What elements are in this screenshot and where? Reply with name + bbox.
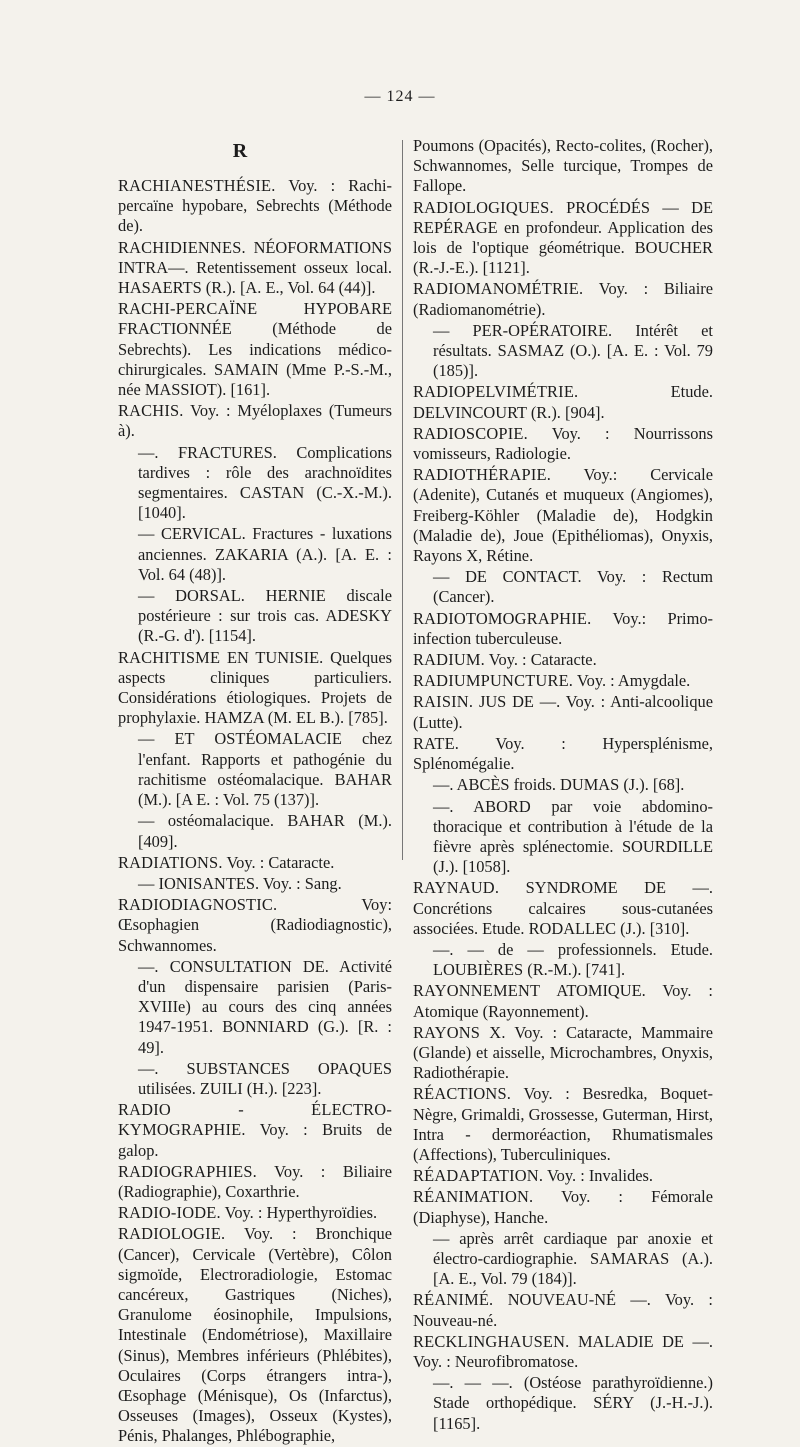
entry-text: Voy. : Nourrissons vomisseurs, Radiologie. (413, 423, 713, 464)
index-entry (413, 1332, 713, 1372)
entry-text: JUS DE —. Voy. : Anti-alcoolique (Lutte). (413, 692, 713, 732)
entry-text: Voy. : Hypersplénisme, Splénomégalie. (413, 733, 713, 774)
entry-text: Voy. : Myéloplaxes (Tumeurs à). (118, 401, 392, 441)
index-subentry: — DE CONTACT. Voy. : Rectum (Cancer). (433, 567, 713, 607)
index-entry (118, 238, 392, 299)
entry-headword: RADIUM. (413, 650, 485, 670)
entry-headword: RAISIN. (413, 692, 474, 712)
index-entry (413, 1290, 713, 1330)
entry-text: SYNDROME DE —. Concrétions calcaires sous-cutanées associées. Etude. RODALLEC (J.). [310]. (413, 878, 713, 938)
index-entry (413, 878, 713, 939)
index-entry (413, 1187, 713, 1227)
entry-headword: RADIUMPUNCTURE. (413, 671, 574, 691)
index-subentry: —. CONSULTATION DE. Activité d'un dispensaire parisien (Paris-XVIIIe) au cours des cinq années 1947-1951. BONNIARD (G.). [R. : 49]. (138, 956, 392, 1057)
entry-text: Voy. : Biliaire (Radiomanométrie). (413, 279, 713, 319)
entry-headword: RADIO - ÉLECTRO-KYMOGRAPHIE. (118, 1100, 392, 1140)
right-column (413, 136, 713, 1434)
entry-headword: RAYNAUD. (413, 878, 500, 898)
entry-text: Voy. : Bronchique (Cancer), Cervicale (Vertèbre), Côlon sigmoïde, Electroradiologie, Estomac cancéreux, Gastriques (Niches), Granulome éosinophile, Impulsions, Intestinale (Endométriose), Maxillaire (Sinus), Membres inférieurs (Phlébites), Oculaires (Corps étrangers intra-), Œsophage (Ménisque), Os (Infarctus), Osseuses (Images), Osseux (Kystes), Pénis, Phalanges, Phlébographie, (118, 1224, 392, 1446)
entry-headword: RÉACTIONS. (413, 1084, 512, 1104)
index-entry (118, 176, 392, 237)
entry-text: ATOMIQUE. Voy. : Atomique (Rayonnement). (413, 981, 713, 1021)
entry-text: NÉOFORMATIONS INTRA—. Retentissement osseux local. HASAERTS (R.). [A. E., Vol. 64 (44)]. (118, 237, 392, 298)
entry-text: Voy. : Hyperthyroïdies. (224, 1203, 378, 1223)
entry-text: Voy. : Fémorale (Diaphyse), Hanche. (413, 1187, 713, 1227)
entry-text: HYPOBARE FRACTIONNÉE (Méthode de Sebrechts). Les indications médico-chirurgicales. SAMAIN (Mme P.-S.-M., née MASSIOT). [161]. (118, 299, 392, 400)
index-subentry: —. SUBSTANCES OPAQUES utilisées. ZUILI (H.). [223]. (138, 1058, 392, 1098)
index-entry (118, 648, 392, 729)
index-entry (118, 1224, 392, 1446)
index-entry (413, 609, 713, 649)
entry-text: Voy. : Invalides. (546, 1166, 654, 1186)
entry-text: NOUVEAU-NÉ —. Voy. : Nouveau-né. (413, 1290, 713, 1330)
entry-text: MALADIE DE —. Voy. : Neurofibromatose. (413, 1331, 713, 1371)
entry-text: Voy: Œsophagien (Radiodiagnostic), Schwannomes. (118, 895, 392, 955)
index-entry (413, 279, 713, 319)
entry-headword: RADIATIONS. (118, 852, 223, 872)
entry-headword: RADIOGRAPHIES. (118, 1161, 257, 1181)
index-entry (118, 853, 392, 873)
index-subentry: — après arrêt cardiaque par anoxie et électro-cardiographie. SAMARAS (A.). [A. E., Vol. 79 (184)]. (433, 1228, 713, 1289)
index-subentry: — IONISANTES. Voy. : Sang. (138, 873, 342, 893)
entry-text: PROCÉDÉS — DE REPÉRAGE en profondeur. Application des lois de l'optique géométrique. BOUCHER (R.-J.-E.). [1121]. (413, 197, 713, 278)
index-entry (413, 650, 713, 670)
column-divider (402, 140, 403, 860)
index-subentry: —. — —. (Ostéose parathyroïdienne.) Stade orthopédique. SÉRY (J.-H.-J.). [1165]. (433, 1373, 713, 1433)
index-entry (413, 424, 713, 464)
entry-headword: RADIODIAGNOSTIC. (118, 895, 278, 915)
index-entry (413, 734, 713, 774)
entry-text: Etude. DELVINCOURT (R.). [904]. (413, 382, 713, 422)
entry-text: Voy. : Bruits de galop. (118, 1120, 392, 1160)
index-subentry: —. FRACTURES. Complications tardives : rôle des arachnoïdites segmentaires. CASTAN (C.-X.-M.). [1040]. (138, 442, 392, 523)
entry-text: Poumons (Opacités), Recto-colites, (Rocher), Schwannomes, Selle turcique, Trompes de Fallope. (413, 136, 713, 196)
entry-headword: RATE. (413, 733, 460, 753)
index-subentry: — ET OSTÉOMALACIE chez l'enfant. Rapports et pathogénie du rachitisme ostéomalacique. BAHAR (M.). [A E. : Vol. 75 (137)]. (138, 729, 392, 810)
index-subentry: — DORSAL. HERNIE discale postérieure : sur trois cas. ADESKY (R.-G. d'). [1154]. (138, 586, 392, 646)
entry-headword: RADIOMANOMÉTRIE. (413, 279, 584, 299)
index-subentry: — ostéomalacique. BAHAR (M.). [409]. (138, 811, 392, 851)
index-entry (413, 382, 713, 422)
index-entry (413, 1084, 713, 1165)
entry-text: Voy. : Cataracte, Mammaire (Glande) et aisselle, Microchambres, Onyxis, Radiothérapie. (413, 1022, 713, 1083)
entry-headword: RECKLINGHAUSEN. (413, 1331, 570, 1351)
index-entry (118, 1100, 392, 1161)
index-entry (413, 198, 713, 279)
entry-headword: RACHIDIENNES. (118, 237, 246, 257)
entry-headword: RADIOTOMOGRAPHIE. (413, 608, 592, 628)
entry-headword: RADIO-IODE. (118, 1203, 221, 1223)
entry-headword: RADIOPELVIMÉTRIE. (413, 382, 579, 402)
index-entry (413, 671, 713, 691)
entry-headword: RACHIANESTHÉSIE. (118, 176, 276, 195)
index-entry (118, 299, 392, 400)
entry-headword: RÉANIMATION. (413, 1187, 534, 1207)
entry-headword: RÉANIMÉ. (413, 1290, 494, 1310)
entry-text: Voy. : Cataracte. (488, 650, 597, 670)
index-entry (118, 1162, 392, 1202)
entry-text: Voy. : Biliaire (Radiographie), Coxarthrie. (118, 1161, 392, 1201)
index-subentry: — CERVICAL. Fractures - luxations anciennes. ZAKARIA (A.). [A. E. : Vol. 64 (48)]. (138, 524, 392, 584)
index-subentry: —. ABORD par voie abdomino-thoracique et contribution à l'étude de la fièvre après splénectomie. SOURDILLE (J.). [1058]. (433, 796, 713, 877)
entry-text: EN TUNISIE. Quelques aspects cliniques particuliers. Considérations étiologiques. Projets de prophylaxie. HAMZA (M. EL B.). [785]. (118, 647, 392, 728)
entry-headword: RACHIS. (118, 401, 184, 421)
left-column (118, 176, 392, 1447)
entry-text: Voy.: Primo-infection tuberculeuse. (413, 608, 713, 648)
entry-headword: RADIOLOGIE. (118, 1224, 226, 1244)
entry-text: Voy. : Rachi-percaïne hypobare, Sebrechts (Méthode de). (118, 176, 392, 236)
entry-headword: RAYONS X. (413, 1022, 506, 1042)
index-entry (413, 981, 713, 1021)
entry-headword: RADIOLOGIQUES. (413, 197, 554, 217)
index-subentry: —. ABCÈS froids. DUMAS (J.). [68]. (433, 775, 685, 795)
index-entry (118, 401, 392, 441)
index-subentry: —. — de — professionnels. Etude. LOUBIÈRES (R.-M.). [741]. (433, 939, 713, 980)
page-number: — 124 — (364, 88, 436, 105)
entry-text: Voy.: Cervicale (Adenite), Cutanés et muqueux (Angiomes), Freiberg-Köhler (Maladie de), Hodgkin (Maladie de), Joue (Epithéliomas), Onyxis, Rayons X, Rétine. (413, 465, 713, 566)
entry-text: Voy. : Besredka, Boquet-Nègre, Grimaldi, Grossesse, Guterman, Hirst, Intra - dermoréaction, Rhumatismales (Affections), Tuberculiniques. (413, 1084, 713, 1164)
entry-text: Voy. : Cataracte. (226, 852, 335, 872)
index-entry (413, 1023, 713, 1084)
section-letter: R (232, 140, 248, 162)
entry-headword: RACHI-PERCAÏNE (118, 299, 258, 319)
index-entry (118, 895, 392, 956)
entry-headword: RADIOTHÉRAPIE. (413, 465, 552, 485)
index-entry (413, 465, 713, 566)
index-subentry: — PER-OPÉRATOIRE. Intérêt et résultats. SASMAZ (O.). [A. E. : Vol. 79 (185)]. (433, 320, 713, 381)
index-entry (413, 136, 713, 197)
entry-headword: RAYONNEMENT (413, 981, 541, 1001)
index-entry (413, 1166, 713, 1186)
entry-text: Voy. : Amygdale. (576, 671, 691, 691)
entry-headword: RACHITISME (118, 647, 221, 667)
entry-headword: RÉADAPTATION. (413, 1166, 544, 1186)
entry-headword: RADIOSCOPIE. (413, 423, 528, 443)
index-entry (413, 692, 713, 732)
index-entry (118, 1203, 392, 1223)
